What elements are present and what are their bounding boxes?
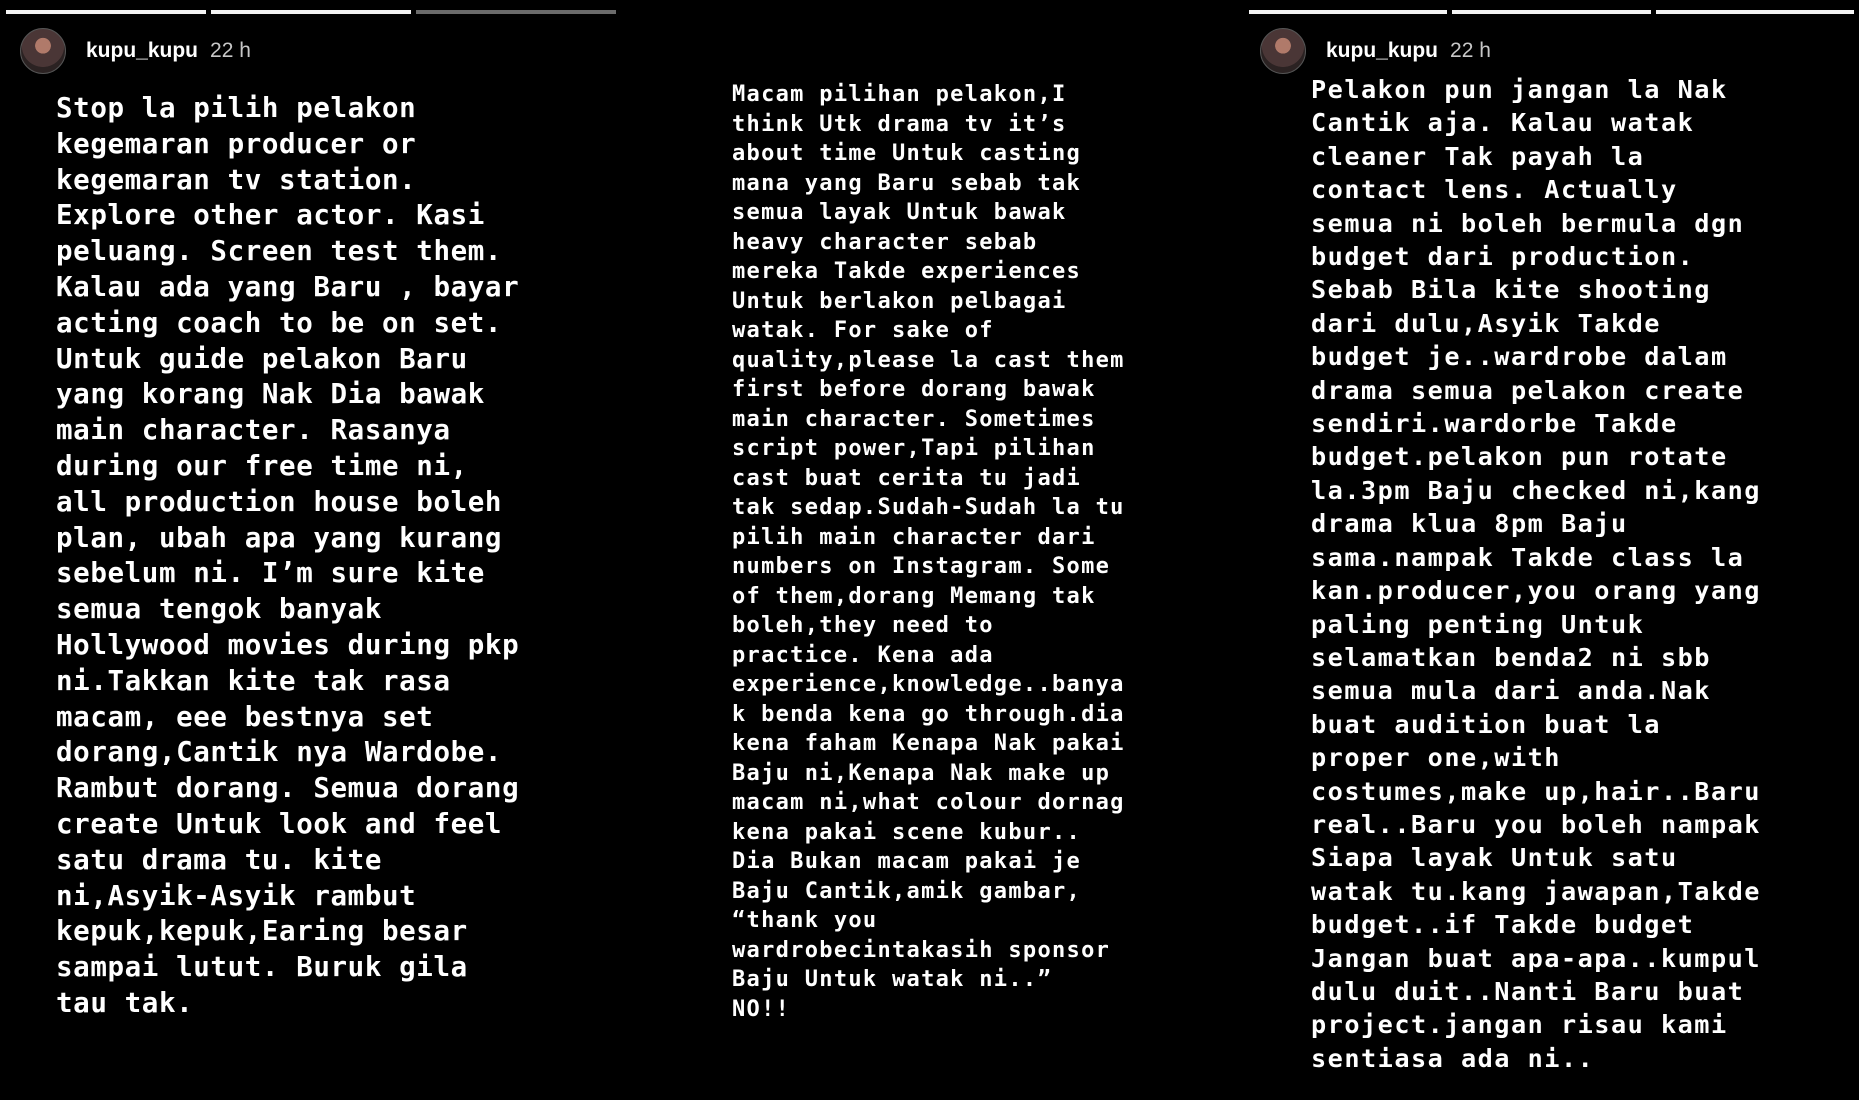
- story-header: [1260, 28, 1491, 74]
- progress-segment: [211, 10, 411, 14]
- progress-segment: [1452, 10, 1650, 14]
- story-progress-bar: [6, 10, 616, 14]
- story-header: [20, 28, 251, 74]
- username[interactable]: kupu_kupu: [86, 39, 199, 62]
- timestamp: 22 h: [210, 39, 251, 62]
- timestamp: 22 h: [1450, 39, 1491, 62]
- avatar[interactable]: [20, 28, 66, 74]
- story-panel-3[interactable]: [1245, 0, 1859, 1100]
- story-panel-2[interactable]: [650, 0, 1225, 1100]
- username[interactable]: kupu_kupu: [1326, 39, 1439, 62]
- progress-segment: [416, 10, 616, 14]
- progress-segment: [1249, 10, 1447, 14]
- story-progress-bar: [1249, 10, 1854, 14]
- avatar[interactable]: [1260, 28, 1306, 74]
- story-text: Macam pilihan pelakon,I think Utk drama tv it’s about time Untuk casting mana yang Baru sebab tak semua layak Untuk bawak heavy character sebab mereka Takde experiences Untuk berlakon pelbagai watak. For sake of quality,please la cast them first before dorang bawak main character. Sometimes script power,Tapi pilihan cast buat cerita tu jadi tak sedap.Sudah-Sudah la tu pilih main character dari numbers on Instagram. Some of them,dorang Memang tak boleh,they need to practice. Kena ada experience,knowledge..banya k benda kena go through.dia kena faham Kenapa Nak pakai Baju ni,Kenapa Nak make up macam ni,what colour dornag kena pakai scene kubur.. Dia Bukan macam pakai je Baju Cantik,amik gambar, “thank you wardrobecintakasih sponsor Baju Untuk watak ni..” NO!!: [732, 82, 1125, 1022]
- progress-segment: [6, 10, 206, 14]
- story-text: Stop la pilih pelakon kegemaran producer or kegemaran tv station. Explore other actor. Kasi peluang. Screen test them. Kalau ada yang Baru , bayar acting coach to be on set. Untuk guide pelakon Baru yang korang Nak Dia bawak main character. Rasanya during our free time ni, all production house boleh plan, ubah apa yang kurang sebelum ni. I’m sure kite semua tengok banyak Hollywood movies during pkp ni.Takkan kite tak rasa macam, eee bestnya set dorang,Cantik nya Wardobe. Rambut dorang. Semua dorang create Untuk look and feel satu drama tu. kite ni,Asyik-Asyik rambut kepuk,kepuk,Earing besar sampai lutut. Buruk gila tau tak.: [56, 92, 520, 1019]
- story-panel-1[interactable]: [0, 0, 630, 1100]
- story-text: Pelakon pun jangan la Nak Cantik aja. Kalau watak cleaner Tak payah la contact lens. Actually semua ni boleh bermula dgn budget dari production. Sebab Bila kite shooting dari dulu,Asyik Takde budget je..wardrobe dalam drama semua pelakon create sendiri.wardorbe Takde budget.pelakon pun rotate la.3pm Baju checked ni,kang drama klua 8pm Baju sama.nampak Takde class la kan.producer,you orang yang paling penting Untuk selamatkan benda2 ni sbb semua mula dari anda.Nak buat audition buat la proper one,with costumes,make up,hair..Baru real..Baru you boleh nampak Siapa layak Untuk satu watak tu.kang jawapan,Takde budget..if Takde budget Jangan buat apa-apa..kumpul dulu duit..Nanti Baru buat project.jangan risau kami sentiasa ada ni..: [1311, 75, 1761, 1073]
- progress-segment: [1656, 10, 1854, 14]
